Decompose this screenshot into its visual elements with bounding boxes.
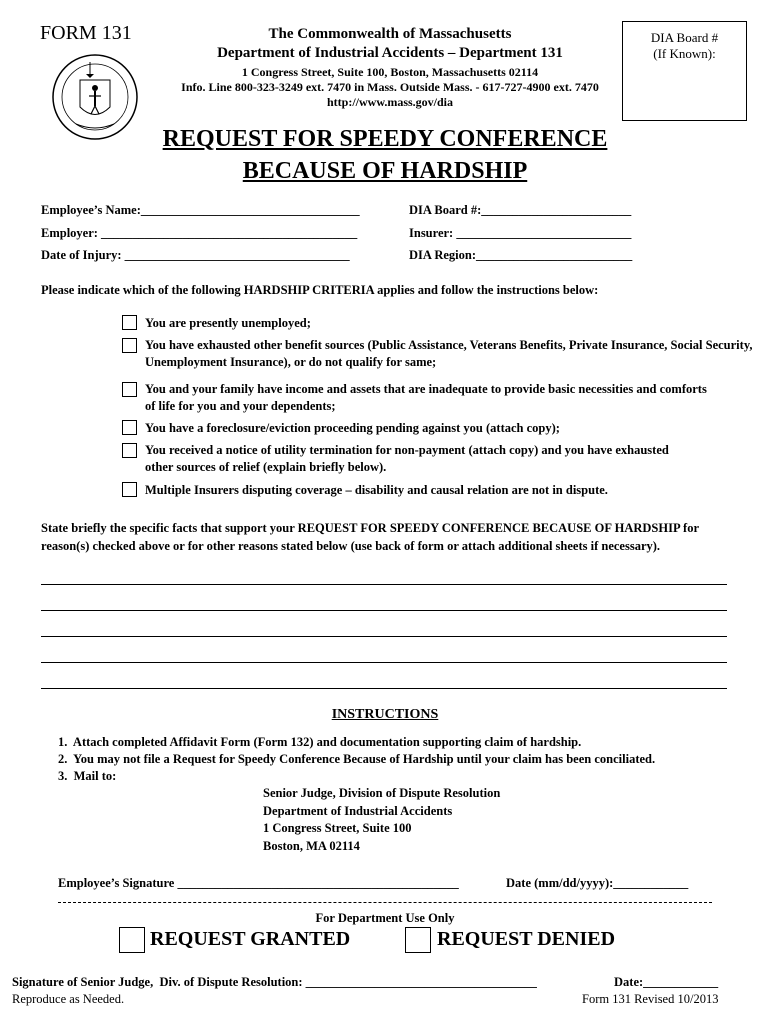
header-address: 1 Congress Street, Suite 100, Boston, Massachusetts 02114 (241, 65, 539, 79)
department-use-label: For Department Use Only (315, 911, 455, 925)
header-department: Department of Industrial Accidents – Department 131 (217, 45, 563, 61)
header-website: http://www.mass.gov/dia (326, 95, 454, 109)
checkbox-utility-termination[interactable] (122, 443, 137, 458)
judge-signature-field[interactable]: Signature of Senior Judge, Div. of Dispute Resolution: _____________________________________ (12, 975, 537, 989)
dia-board-box[interactable] (622, 21, 747, 121)
checkbox-request-granted[interactable] (119, 927, 145, 953)
checkbox-request-denied[interactable] (405, 927, 431, 953)
instruction-item: 1. Attach completed Affidavit Form (Form 132) and documentation supporting claim of hardship. (58, 735, 582, 749)
header-commonwealth: The Commonwealth of Massachusetts (268, 26, 512, 42)
facts-line[interactable] (41, 584, 727, 585)
address-line: Department of Industrial Accidents (263, 803, 453, 818)
employer-field[interactable]: Employer: _________________________________________ (41, 226, 358, 240)
criteria-item: You have a foreclosure/eviction proceeding pending against you (attach copy); (145, 421, 560, 435)
facts-line[interactable] (41, 636, 727, 637)
judge-date-field[interactable]: Date:____________ (614, 975, 719, 989)
dia-region-field[interactable]: DIA Region:_________________________ (409, 248, 633, 262)
footer-reproduce-note: Reproduce as Needed. (12, 992, 125, 1006)
checkbox-inadequate-income[interactable] (122, 382, 137, 397)
facts-prompt: State briefly the specific facts that support your REQUEST FOR SPEEDY CONFERENCE BECAUSE OF HARDSHIP for reason(s) checked above or for other reasons stated below (use back of form or attach additional sheets if necessary). (41, 521, 699, 553)
header-info-line: Info. Line 800-323-3249 ext. 7470 in Mass. Outside Mass. - 617-727-4900 ext. 7470 (181, 80, 599, 94)
facts-line[interactable] (41, 688, 727, 689)
dia-box-hint: (If Known): (653, 46, 716, 61)
form-number: FORM 131 (40, 22, 132, 44)
facts-line[interactable] (41, 610, 727, 611)
checkbox-foreclosure[interactable] (122, 420, 137, 435)
checkbox-unemployed[interactable] (122, 315, 137, 330)
employee-signature-field[interactable]: Employee’s Signature _____________________________________________ (58, 876, 459, 890)
date-of-injury-field[interactable]: Date of Injury: ____________________________________ (41, 248, 350, 262)
signature-date-field[interactable]: Date (mm/dd/yyyy):____________ (506, 876, 689, 890)
address-line: Boston, MA 02114 (263, 838, 360, 853)
checkbox-exhausted-benefits[interactable] (122, 338, 137, 353)
criteria-item: You received a notice of utility termination for non-payment (attach copy) and you have exhausted other sources of relief (explain briefly below). (145, 443, 669, 474)
checkbox-multiple-insurers[interactable] (122, 482, 137, 497)
criteria-intro: Please indicate which of the following HARDSHIP CRITERIA applies and follow the instructions below: (41, 283, 599, 297)
criteria-item: Multiple Insurers disputing coverage – disability and causal relation are not in dispute. (145, 483, 608, 497)
request-granted-label: REQUEST GRANTED (150, 928, 351, 950)
cut-line (58, 902, 712, 903)
form-title-line1: REQUEST FOR SPEEDY CONFERENCE (162, 126, 608, 152)
facts-line[interactable] (41, 662, 727, 663)
dia-board-field[interactable]: DIA Board #:________________________ (409, 203, 632, 217)
footer-revision: Form 131 Revised 10/2013 (582, 992, 719, 1006)
address-line: Senior Judge, Division of Dispute Resolution (263, 786, 501, 800)
instruction-item: 3. Mail to: (58, 769, 117, 783)
insurer-field[interactable]: Insurer: ____________________________ (409, 226, 632, 240)
criteria-item: You have exhausted other benefit sources (Public Assistance, Veterans Benefits, Private Insurance, Social Security, Unemployment Insurance), or do not qualify for same; (145, 338, 753, 369)
address-line: 1 Congress Street, Suite 100 (263, 821, 412, 835)
mailing-address (263, 785, 500, 855)
instructions-heading: INSTRUCTIONS (331, 707, 439, 722)
dia-box-label: DIA Board # (650, 30, 719, 45)
criteria-item: You and your family have income and assets that are inadequate to provide basic necessities and comforts of life for you and your dependents; (145, 382, 707, 413)
criteria-item: You are presently unemployed; (145, 316, 311, 330)
form-title-line2: BECAUSE OF HARDSHIP (242, 158, 528, 184)
employee-name-field[interactable]: Employee’s Name:___________________________________ (41, 203, 360, 217)
request-denied-label: REQUEST DENIED (437, 928, 616, 950)
instruction-item: 2. You may not file a Request for Speedy Conference Because of Hardship until your claim has been conciliated. (58, 752, 656, 766)
